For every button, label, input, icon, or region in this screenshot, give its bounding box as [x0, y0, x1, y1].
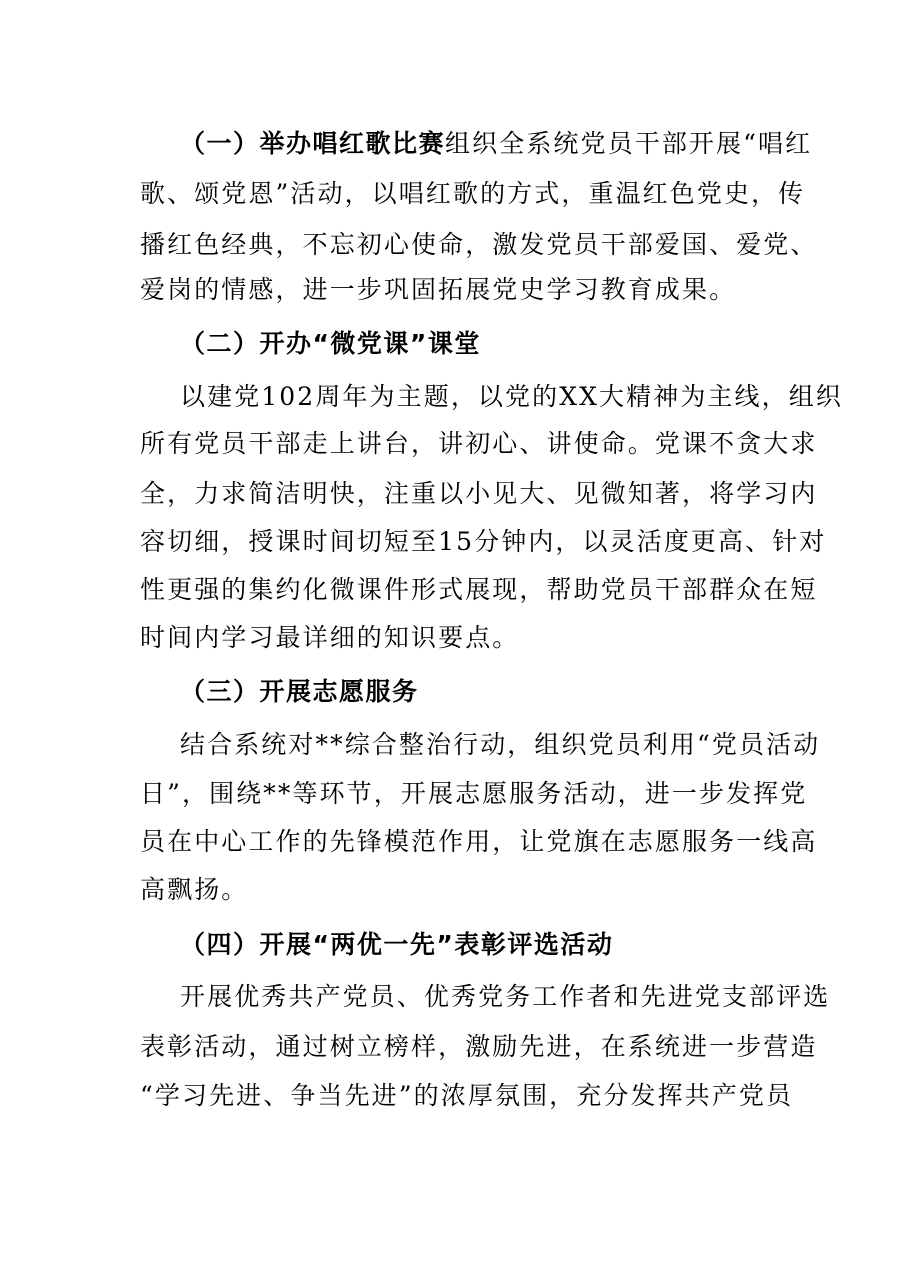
section-2-line-5: 性更强的集约化微课件形式展现，帮助党员干部群众在短 [140, 575, 818, 604]
section-3-line-3: 员在中心工作的先锋模范作用，让党旗在志愿服务一线高 [140, 827, 818, 856]
section-2-line-2: 所有党员干部走上讲台，讲初心、讲使命。党课不贪大求 [140, 429, 818, 458]
section-4-heading: （四）开展“两优一先”表彰评选活动 [180, 930, 614, 959]
section-1-line-4: 爱岗的情感，进一步巩固拓展党史学习教育成果。 [140, 275, 737, 304]
section-1-heading: （一）举办唱红歌比赛 [180, 129, 446, 158]
section-3-line-1: 结合系统对**综合整治行动，组织党员利用“党员活动 [180, 730, 821, 759]
section-1-line-1: 组织全系统党员干部开展“唱红 [445, 129, 813, 158]
section-4-line-2: 表彰活动，通过树立榜样，激励先进，在系统进一步营造 [140, 1032, 818, 1061]
section-4-line-1: 开展优秀共产党员、优秀党务工作者和先进党支部评选 [180, 982, 831, 1011]
section-2-line-3: 全，力求简洁明快，注重以小见大、见微知著，将学习内 [140, 479, 818, 508]
section-1-line-2: 歌、颂党恩”活动，以唱红歌的方式，重温红色党史，传 [140, 179, 806, 208]
section-3-line-2: 日”，围绕**等环节，开展志愿服务活动，进一步发挥党 [140, 779, 808, 808]
section-3-line-4: 高飘扬。 [140, 875, 249, 904]
section-3-heading: （三）开展志愿服务 [180, 677, 419, 706]
section-2-line-4: 容切细，授课时间切短至15分钟内，以灵活度更高、针对 [140, 527, 827, 556]
section-2-line-6: 时间内学习最详细的知识要点。 [140, 623, 520, 652]
section-1-first-line [180, 120, 820, 168]
section-2-heading: （二）开办“微党课”课堂 [180, 329, 481, 358]
section-4-line-3: “学习先进、争当先进”的浓厚氛围，充分发挥共产党员 [140, 1081, 794, 1110]
section-2-line-1: 以建党102周年为主题，以党的XX大精神为主线，组织 [180, 382, 843, 411]
section-1-line-3: 播红色经典，不忘初心使命，激发党员干部爱国、爱党、 [140, 230, 818, 259]
